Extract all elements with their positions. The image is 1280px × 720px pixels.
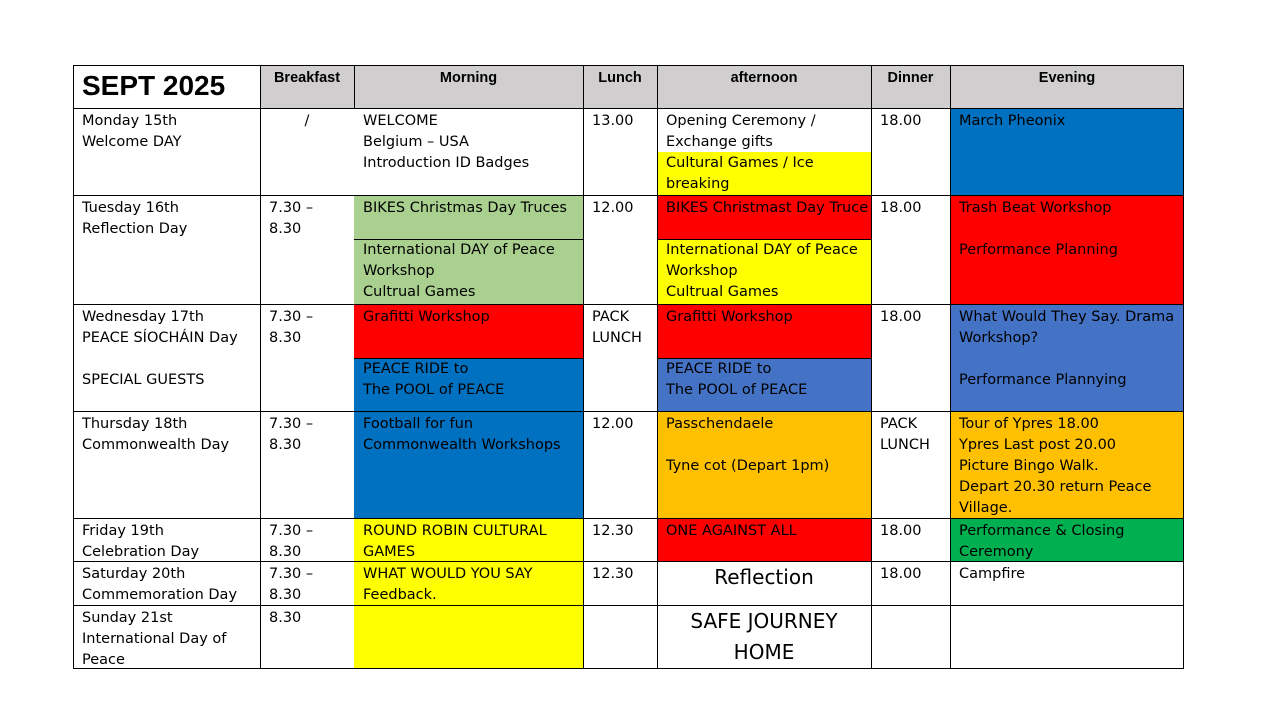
lunch-friday: 12.30 <box>592 523 634 539</box>
grid-line <box>73 65 74 669</box>
afternoon-tuesday-1: BIKES Christmast Day Truce <box>657 195 871 239</box>
breakfast-friday: 7.30 – 8.30 <box>269 523 314 560</box>
grid-line <box>73 195 1184 196</box>
breakfast-sunday: 8.30 <box>269 610 302 626</box>
evening-wednesday: What Would They Say. Drama Workshop? Performance Plannying <box>950 304 1184 411</box>
day-monday: Monday 15th Welcome DAY <box>82 113 182 150</box>
lunch-monday: 13.00 <box>592 113 634 129</box>
header-morning: Morning <box>354 65 583 108</box>
grid-line <box>354 65 355 108</box>
grid-line <box>73 108 1184 109</box>
schedule-table <box>73 65 1184 669</box>
lunch-wednesday: PACK LUNCH <box>592 309 642 346</box>
grid-line <box>583 65 584 669</box>
lunch-thursday: 12.00 <box>592 416 634 432</box>
morning-tuesday-2: International DAY of Peace Workshop Cultrual Games <box>354 239 583 304</box>
morning-tuesday-1: BIKES Christmas Day Truces <box>354 195 583 239</box>
lunch-tuesday: 12.00 <box>592 200 634 216</box>
grid-line <box>73 65 1184 66</box>
grid-line <box>657 239 871 240</box>
day-friday: Friday 19th Celebration Day <box>82 523 200 560</box>
lunch-saturday: 12.30 <box>592 566 634 582</box>
morning-friday: ROUND ROBIN CULTURAL GAMES <box>354 518 583 561</box>
afternoon-thursday: Passchendaele Tyne cot (Depart 1pm) <box>657 411 871 518</box>
grid-line <box>657 65 658 669</box>
day-tuesday: Tuesday 16th Reflection Day <box>82 200 188 237</box>
grid-line <box>354 239 583 240</box>
schedule-title: SEPT 2025 <box>82 70 226 101</box>
afternoon-tuesday-2: International DAY of Peace Workshop Cultrual Games <box>657 239 871 304</box>
dinner-monday: 18.00 <box>880 113 922 129</box>
afternoon-saturday: Reflection <box>714 565 814 589</box>
evening-sunday <box>950 605 1184 669</box>
morning-wednesday-1: Grafitti Workshop <box>354 304 583 358</box>
header-dinner: Dinner <box>871 65 950 108</box>
afternoon-monday-1: Opening Ceremony / Exchange gifts <box>666 113 816 150</box>
evening-monday: March Pheonix <box>950 108 1184 195</box>
grid-line <box>73 411 1184 412</box>
breakfast-saturday: 7.30 – 8.30 <box>269 566 314 603</box>
afternoon-friday: ONE AGAINST ALL <box>657 518 871 561</box>
header-evening: Evening <box>950 65 1184 108</box>
afternoon-monday-2: Cultural Games / Ice breaking <box>657 152 871 195</box>
day-sunday: Sunday 21st International Day of Peace <box>82 610 227 668</box>
day-thursday: Thursday 18th Commonwealth Day <box>82 416 230 453</box>
grid-line <box>657 358 871 359</box>
grid-line <box>260 65 261 669</box>
dinner-saturday: 18.00 <box>880 566 922 582</box>
header-lunch: Lunch <box>583 65 657 108</box>
evening-thursday: Tour of Ypres 18.00 Ypres Last post 20.00 Picture Bingo Walk. Depart 20.30 return Peace Village. <box>950 411 1184 518</box>
grid-line <box>354 358 583 359</box>
morning-wednesday-2: PEACE RIDE to The POOL of PEACE <box>354 358 583 411</box>
header-afternoon: afternoon <box>657 65 871 108</box>
grid-line <box>73 304 1184 305</box>
header-breakfast: Breakfast <box>260 65 354 108</box>
grid-line <box>871 65 872 669</box>
morning-saturday: WHAT WOULD YOU SAY Feedback. <box>354 561 583 605</box>
day-wednesday: Wednesday 17th PEACE SÍOCHÁIN Day SPECIAL GUESTS <box>82 309 238 388</box>
dinner-friday: 18.00 <box>880 523 922 539</box>
afternoon-wednesday-1: Grafitti Workshop <box>657 304 871 358</box>
dinner-tuesday: 18.00 <box>880 200 922 216</box>
morning-sunday <box>354 605 583 669</box>
dinner-sunday <box>871 605 950 669</box>
lunch-sunday <box>583 605 657 669</box>
grid-line <box>73 561 1184 562</box>
morning-monday: WELCOME Belgium – USA Introduction ID Badges <box>363 113 530 171</box>
dinner-thursday: PACK LUNCH <box>880 416 930 453</box>
afternoon-sunday: SAFE JOURNEY HOME <box>690 609 838 664</box>
grid-line <box>73 518 1184 519</box>
breakfast-monday: / <box>304 113 310 129</box>
breakfast-wednesday: 7.30 – 8.30 <box>269 309 314 346</box>
grid-line <box>73 668 1184 669</box>
morning-thursday: Football for fun Commonwealth Workshops <box>354 411 583 518</box>
grid-line <box>1183 65 1184 669</box>
evening-saturday: Campfire <box>959 566 1026 582</box>
dinner-wednesday: 18.00 <box>880 309 922 325</box>
grid-line <box>73 605 1184 606</box>
day-saturday: Saturday 20th Commemoration Day <box>82 566 238 603</box>
breakfast-tuesday: 7.30 – 8.30 <box>269 200 314 237</box>
evening-tuesday: Trash Beat Workshop Performance Planning <box>950 195 1184 304</box>
evening-friday: Performance & Closing Ceremony <box>950 518 1184 561</box>
grid-line <box>950 65 951 669</box>
breakfast-thursday: 7.30 – 8.30 <box>269 416 314 453</box>
afternoon-wednesday-2: PEACE RIDE to The POOL of PEACE <box>657 358 871 411</box>
